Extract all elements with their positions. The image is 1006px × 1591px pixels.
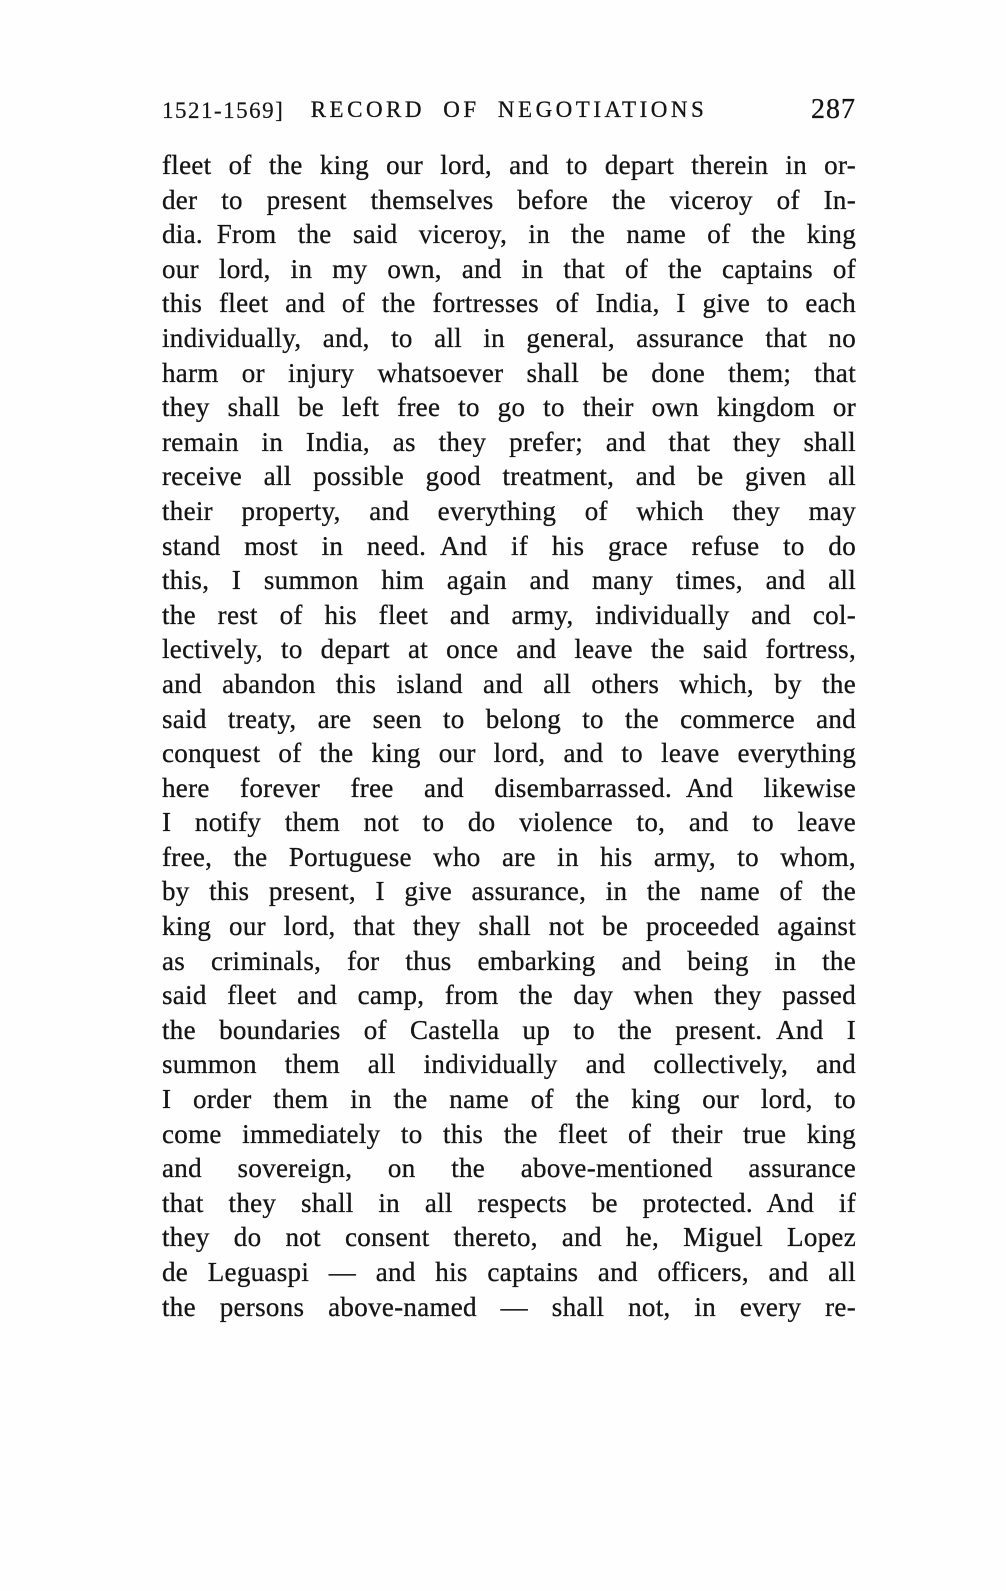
text-line: fleet of the king our lord, and to depart therein in or-: [162, 150, 856, 180]
text-line: I order them in the name of the king our lord, to: [162, 1084, 856, 1115]
text-line: harm or injury whatsoever shall be done them; that: [162, 357, 856, 388]
text-line: receive all possible good treatment, and be given all: [162, 461, 856, 492]
text-line: remain in India, as they prefer; and that they shall: [162, 426, 856, 457]
page-header: [162, 94, 856, 128]
header-page-number: 287: [811, 94, 856, 125]
header-title: RECORD OF NEGOTIATIONS: [310, 97, 708, 122]
text-line: said treaty, are seen to belong to the commerce and: [162, 703, 856, 734]
text-line: and sovereign, on the above-mentioned assurance: [162, 1153, 856, 1184]
text-line: said fleet and camp, from the day when they passed: [162, 980, 856, 1011]
text-line: and abandon this island and all others which, by the: [162, 668, 856, 699]
text-line: they do not consent thereto, and he, Miguel Lopez: [162, 1222, 856, 1253]
text-line: individually, and, to all in general, assurance that no: [162, 322, 856, 353]
text-line: dia. From the said viceroy, in the name of the king: [162, 219, 856, 250]
text-line: I notify them not to do violence to, and to leave: [162, 807, 856, 838]
body-text: [162, 148, 856, 1324]
text-line: our lord, in my own, and in that of the captains of: [162, 253, 856, 284]
text-line: stand most in need. And if his grace refuse to do: [162, 530, 856, 561]
text-line: this fleet and of the fortresses of India, I give to each: [162, 288, 856, 319]
text-line: their property, and everything of which they may: [162, 495, 856, 526]
text-line: by this present, I give assurance, in the name of the: [162, 876, 856, 907]
text-line: king our lord, that they shall not be proceeded against: [162, 911, 856, 942]
text-line: the boundaries of Castella up to the present. And I: [162, 1014, 856, 1045]
text-line: conquest of the king our lord, and to leave everything: [162, 738, 856, 769]
text-line: come immediately to this the fleet of their true king: [162, 1118, 856, 1149]
text-line: lectively, to depart at once and leave the said fortress,: [162, 634, 856, 665]
text-line: free, the Portuguese who are in his army, to whom,: [162, 841, 856, 872]
text-line: this, I summon him again and many times, and all: [162, 565, 856, 596]
text-line: that they shall in all respects be protected. And if: [162, 1187, 856, 1218]
text-line: summon them all individually and collectively, and: [162, 1049, 856, 1080]
header-date-range: 1521-1569]: [162, 98, 285, 123]
text-line: they shall be left free to go to their own kingdom or: [162, 392, 856, 423]
text-line: the rest of his fleet and army, individually and col-: [162, 599, 856, 630]
text-line: der to present themselves before the viceroy of In-: [162, 184, 856, 215]
text-line: as criminals, for thus embarking and being in the: [162, 945, 856, 976]
text-line: here forever free and disembarrassed. And likewise: [162, 772, 856, 803]
text-line: de Leguaspi — and his captains and officers, and all: [162, 1257, 856, 1287]
text-line: the persons above-named — shall not, in every re-: [162, 1291, 856, 1322]
